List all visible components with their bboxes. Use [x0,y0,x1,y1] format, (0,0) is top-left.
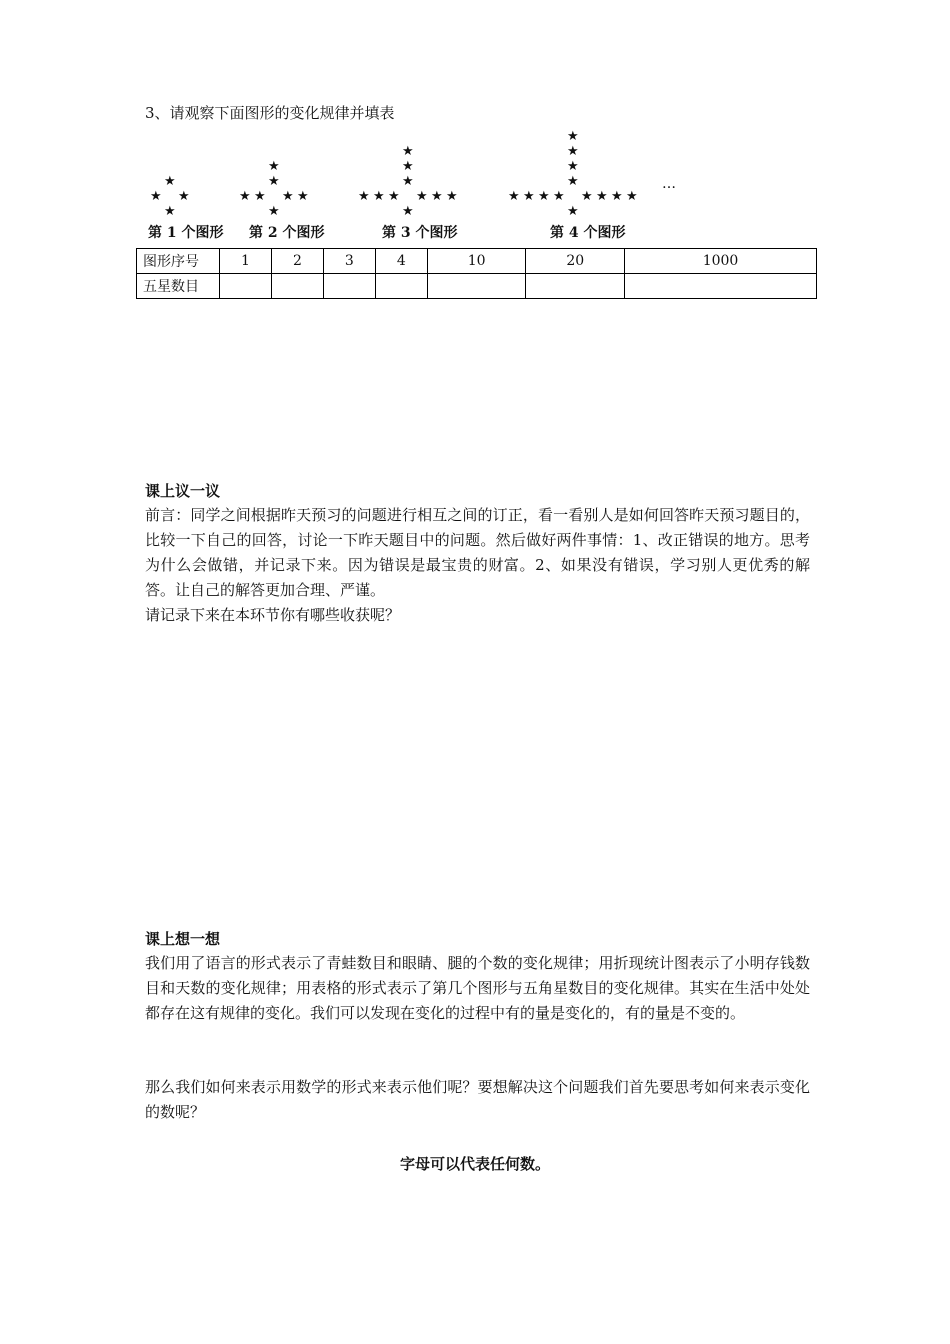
star-icon: ★ [373,189,385,204]
table-cell-index: 3 [323,249,375,274]
star-icon: ★ [567,144,579,159]
table-cell-index: 1000 [625,249,817,274]
table-cell-blank[interactable] [526,274,625,299]
star-icon: ★ [626,189,638,204]
table-header-label: 图形序号 [137,249,220,274]
figure-2-label: 第 2 个图形 [249,225,325,241]
star-icon: ★ [239,189,251,204]
table-cell-blank[interactable] [220,274,272,299]
figure-3-label: 第 3 个图形 [382,225,458,241]
star-icon: ★ [268,159,280,174]
table-cell-index: 1 [220,249,272,274]
star-icon: ★ [358,189,370,204]
star-icon: ★ [567,159,579,174]
question-title: 3、请观察下面图形的变化规律并填表 [145,104,395,122]
star-icon: ★ [297,189,309,204]
star-icon: ★ [596,189,608,204]
star-icon: ★ [282,189,294,204]
star-icon: ★ [523,189,535,204]
table-cell-blank[interactable] [323,274,375,299]
star-icon: ★ [567,129,579,144]
star-icon: ★ [402,174,414,189]
table-row-count [137,274,817,299]
discuss-prompt: 请记录下来在本环节你有哪些收获呢？ [145,606,401,624]
table-cell-index: 10 [427,249,526,274]
star-icon: ★ [508,189,520,204]
table-cell-blank[interactable] [625,274,817,299]
star-icon: ★ [268,174,280,189]
star-icon: ★ [402,159,414,174]
star-icon: ★ [581,189,593,204]
table-cell-index: 2 [271,249,323,274]
discuss-title: 课上议一议 [145,482,221,500]
star-icon: ★ [538,189,550,204]
star-icon: ★ [567,204,579,219]
table-row-label: 五星数目 [137,274,220,299]
discuss-intro: 前言：同学之间根据昨天预习的问题进行相互之间的订正，看一看别人是如何回答昨天预习题目的，比较一下自己的回答，讨论一下昨天题目中的问题。然后做好两件事情：1、改正错误的地方。思考为什么会做错，并记录下来。因为错误是最宝贵的财富。2、如果没有错误，学习别人更优秀的解答。让自己的解答更加合理、严谨。 [145,506,810,599]
think-paragraph-2: 那么我们如何来表示用数学的形式来表示他们呢？要想解决这个问题我们首先要思考如何来表示变化的数呢？ [145,1078,810,1121]
ellipsis: … [662,176,676,192]
figure-1-label: 第 1 个图形 [148,225,224,241]
think-paragraph-1: 我们用了语言的形式表示了青蛙数目和眼睛、腿的个数的变化规律；用折现统计图表示了小明存钱数目和天数的变化规律；用表格的形式表示了第几个图形与五角星数目的变化规律。其实在生活中处处都存在这有规律的变化。我们可以发现在变化的过程中有的量是变化的，有的量是不变的。 [145,954,810,1022]
star-icon: ★ [164,204,176,219]
star-icon: ★ [402,204,414,219]
table-cell-blank[interactable] [427,274,526,299]
star-icon: ★ [164,174,176,189]
conclusion: 字母可以代表任何数。 [399,1155,550,1173]
star-icon: ★ [446,189,458,204]
star-icon: ★ [611,189,623,204]
star-icon: ★ [402,144,414,159]
table-row-index [137,249,817,274]
star-icon: ★ [431,189,443,204]
star-icon: ★ [268,204,280,219]
star-icon: ★ [416,189,428,204]
star-icon: ★ [553,189,565,204]
think-title: 课上想一想 [145,930,221,948]
star-icon: ★ [567,174,579,189]
star-icon: ★ [388,189,400,204]
star-count-table [136,248,817,299]
table-cell-blank[interactable] [271,274,323,299]
star-icon: ★ [254,189,266,204]
table-cell-index: 20 [526,249,625,274]
table-cell-index: 4 [375,249,427,274]
star-icon: ★ [178,189,190,204]
figure-4-label: 第 4 个图形 [550,225,626,241]
star-icon: ★ [150,189,162,204]
table-cell-blank[interactable] [375,274,427,299]
